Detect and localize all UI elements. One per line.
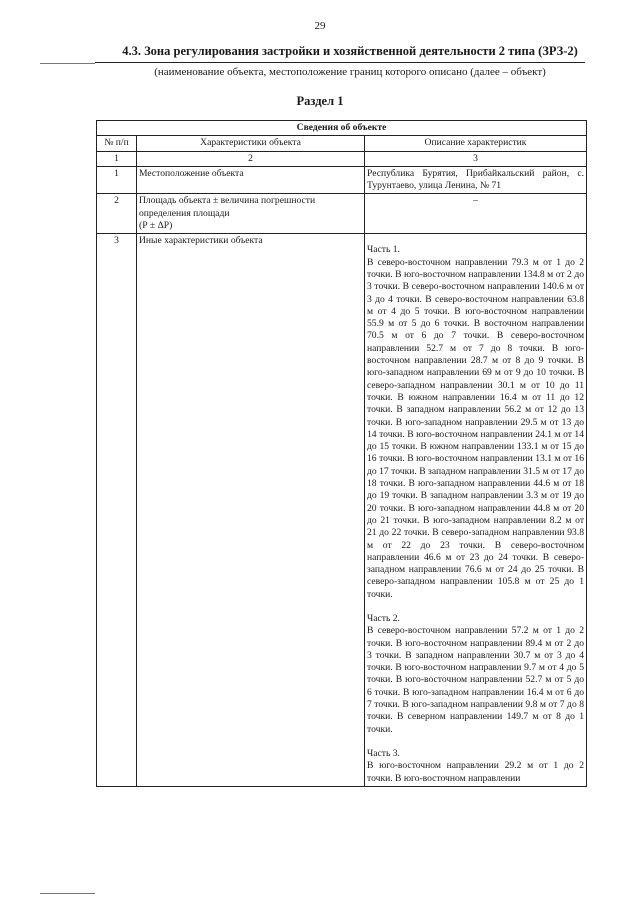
- part-text: В северо-восточном направлении 57.2 м от 1 до 2 точки. В юго-восточном направлении 89.4 м от 2 до 3 точки. В западном направлении 30.7 м от 3 до 4 точки. В юго-восточном направлении 9.7 м от 4 до 5 точки. В юго-восточном направлении 52.7 м от 5 до 6 точки. В юго-западном направлении 16.4 м от 6 до 7 точки. В юго-западном направлении 9.8 м от 7 до 8 точки. В северном направлении 149.7 м от 8 до 1 точки.: [367, 625, 585, 735]
- margin-rule: [40, 893, 95, 894]
- row-characteristic: Площадь объекта ± величина погрешности определения площади (Р ± ΔР): [137, 194, 365, 234]
- header-number-1: 1: [97, 151, 137, 166]
- header-characteristic: Характеристики объекта: [137, 136, 365, 151]
- table-caption-row: [97, 121, 587, 136]
- page-number: 29: [314, 20, 326, 32]
- part-text: В юго-восточном направлении 29.2 м от 1 до 2 точки. В юго-восточном направлении: [367, 760, 585, 784]
- row-characteristic: Иные характеристики объекта: [137, 234, 365, 786]
- row-num: 2: [97, 194, 137, 234]
- header-number-3: 3: [365, 151, 587, 166]
- part-label: Часть 1.: [367, 244, 400, 256]
- row-characteristic: Местоположение объекта: [137, 166, 365, 194]
- row-num: 3: [97, 234, 137, 786]
- table-row: [97, 166, 587, 194]
- table-row: [97, 194, 587, 234]
- header-number-2: 2: [137, 151, 365, 166]
- section-title: Раздел 1: [296, 94, 344, 108]
- table-header-numbers-row: [97, 151, 587, 166]
- margin-rule: [40, 63, 95, 64]
- row-description: [365, 234, 587, 786]
- title-underline: [95, 62, 585, 63]
- row-num: 1: [97, 166, 137, 194]
- part-text: В северо-восточном направлении 79.3 м от 1 до 2 точки. В юго-восточном направлении 134.8 м от 2 до 3 точки. В северо-восточном направлении 140.6 м от 3 до 4 точки. В северо-восточном направлении 63.8 м от 4 до 5 точки. В юго-восточном направлении 55.9 м от 5 до 6 точки. В восточном направлении 70.5 м от 6 до 7 точки. В северо-восточном направлении 52.7 м от 7 до 8 точки. В юго-восточном направлении 28.7 м от 8 до 9 точки. В юго-западном направлении 69 м от 9 до 10 точки. В северо-западном направлении 30.1 м от 10 до 11 точки. В южном направлении 16.4 м от 11 до 12 точки. В западном направлении 56.2 м от 12 до 13 точки. В юго-западном направлении 29.5 м от 13 до 14 точки. В юго-восточном направлении 24.1 м от 14 до 15 точки. В южном направлении 133.1 м от 15 до 16 точки. В юго-восточном направлении 13.1 м от 16 до 17 точки. В западном направлении 31.5 м от 17 до 18 точки. В юго-западном направлении 44.6 м от 18 до 19 точки. В западном направлении 3.3 м от 19 до 20 точки. В юго-западном направлении 44.8 м от 20 до 21 точки. В юго-западном направлении 8.2 м от 21 до 22 точки. В северо-западном направлении 93.8 м от 22 до 23 точки. В северо-восточном направлении 46.6 м от 23 до 24 точки. В северо-западном направлении 76.6 м от 24 до 25 точки. В северо-западном направлении 105.8 м от 25 до 1 точки.: [367, 256, 585, 600]
- header-num: № п/п: [97, 136, 137, 151]
- zone-title-note: (наименование объекта, местоположение границ которого описано (далее – объект): [154, 66, 546, 78]
- object-info-table: [96, 120, 587, 787]
- part-label: Часть 2.: [367, 612, 400, 624]
- row-description: Республика Бурятия, Прибайкальский район, с. Турунтаево, улица Ленина, № 71: [365, 166, 587, 194]
- table-caption: Сведения об объекте: [97, 121, 587, 136]
- table-header-row: [97, 136, 587, 151]
- zone-title: 4.3. Зона регулирования застройки и хозяйственной деятельности 2 типа (ЗРЗ-2): [122, 44, 578, 58]
- table-row: [97, 234, 587, 786]
- header-description: Описание характеристик: [365, 136, 587, 151]
- row-description: –: [365, 194, 587, 234]
- part-label: Часть 3.: [367, 747, 400, 759]
